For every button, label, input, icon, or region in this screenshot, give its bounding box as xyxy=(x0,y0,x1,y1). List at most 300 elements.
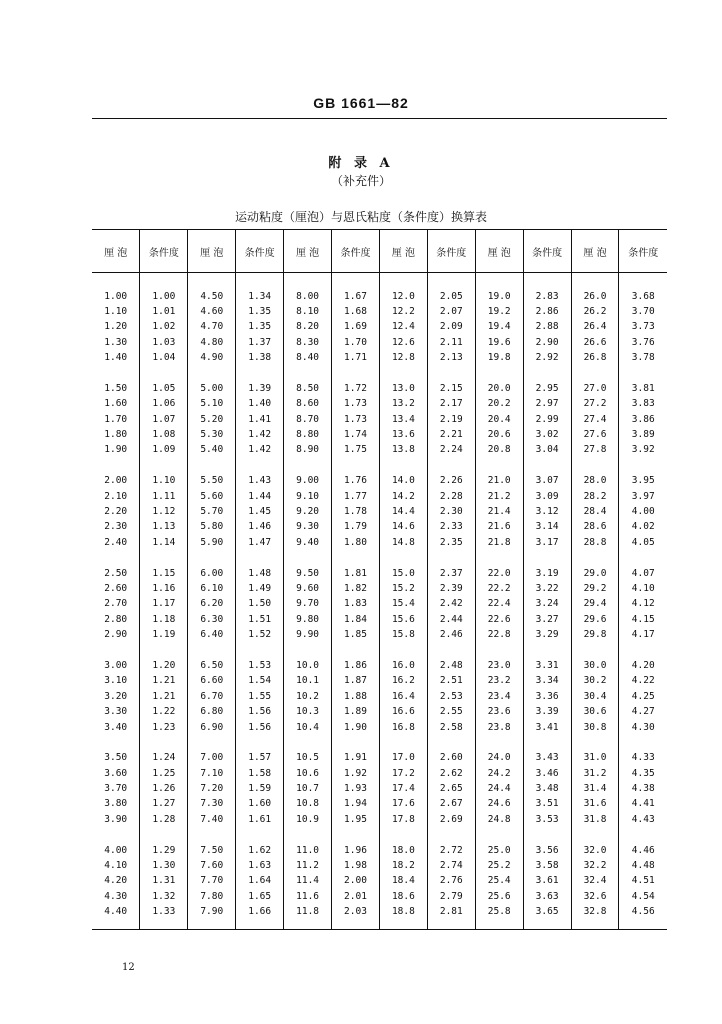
spacer-cell xyxy=(619,642,667,657)
centistokes-cell: 22.4 xyxy=(475,596,523,611)
centistokes-cell: 29.2 xyxy=(571,581,619,596)
engler-degree-cell: 1.26 xyxy=(140,781,188,796)
engler-degree-cell: 1.20 xyxy=(140,658,188,673)
table-row xyxy=(92,858,667,873)
centistokes-cell: 30.8 xyxy=(571,719,619,734)
engler-degree-cell: 3.36 xyxy=(523,689,571,704)
engler-degree-cell: 1.23 xyxy=(140,719,188,734)
centistokes-cell: 20.4 xyxy=(475,412,523,427)
engler-degree-cell: 3.83 xyxy=(631,398,655,410)
centistokes-cell: 17.6 xyxy=(379,796,427,811)
engler-degree-cell: 1.29 xyxy=(140,842,188,857)
engler-degree-cell: 1.21 xyxy=(140,673,188,688)
group-spacer xyxy=(92,642,667,657)
centistokes-cell: 25.8 xyxy=(475,904,523,919)
spacer-cell xyxy=(332,642,380,657)
column-header: 厘 泡 xyxy=(92,230,140,273)
centistokes-cell: 7.60 xyxy=(188,858,236,873)
spacer-cell xyxy=(427,642,475,657)
engler-degree-cell: 1.44 xyxy=(236,488,284,503)
centistokes-cell: 7.90 xyxy=(188,904,236,919)
centistokes-cell: 29.4 xyxy=(571,596,619,611)
centistokes-cell: 24.6 xyxy=(475,796,523,811)
centistokes-cell: 9.40 xyxy=(284,535,332,550)
centistokes-cell: 14.0 xyxy=(379,473,427,488)
engler-degree-cell: 1.66 xyxy=(236,904,284,919)
engler-degree-cell: 1.42 xyxy=(236,427,284,442)
centistokes-cell: 12.6 xyxy=(379,335,427,350)
centistokes-cell: 4.00 xyxy=(92,842,140,857)
engler-degree-cell: 1.63 xyxy=(236,858,284,873)
centistokes-cell: 1.50 xyxy=(92,381,140,396)
centistokes-cell: 4.20 xyxy=(92,873,140,888)
centistokes-cell: 1.20 xyxy=(92,319,140,334)
engler-degree-cell: 1.59 xyxy=(236,781,284,796)
engler-degree-cell: 1.37 xyxy=(236,335,284,350)
engler-degree-cell: 2.90 xyxy=(523,335,571,350)
spacer-cell xyxy=(332,458,380,473)
engler-degree-cell: 2.48 xyxy=(427,658,475,673)
centistokes-cell: 5.10 xyxy=(188,396,236,411)
centistokes-cell: 2.40 xyxy=(92,535,140,550)
spacer-cell xyxy=(523,735,571,750)
centistokes-cell: 7.20 xyxy=(188,781,236,796)
table-row xyxy=(92,889,667,904)
engler-degree-cell: 1.31 xyxy=(140,873,188,888)
centistokes-cell: 17.0 xyxy=(379,750,427,765)
table-row xyxy=(92,766,667,781)
table-row xyxy=(92,719,667,734)
engler-degree-cell: 1.98 xyxy=(332,858,380,873)
spacer-cell xyxy=(571,642,619,657)
engler-degree-cell: 2.01 xyxy=(332,889,380,904)
engler-degree-cell: 3.56 xyxy=(523,842,571,857)
centistokes-cell: 26.6 xyxy=(571,335,619,350)
centistokes-cell: 21.6 xyxy=(475,519,523,534)
centistokes-cell: 3.50 xyxy=(92,750,140,765)
centistokes-cell: 22.6 xyxy=(475,612,523,627)
centistokes-cell: 5.70 xyxy=(188,504,236,519)
engler-degree-cell: 3.92 xyxy=(631,444,655,456)
spacer-cell xyxy=(619,919,667,930)
table-row xyxy=(92,350,667,365)
engler-degree-cell: 3.12 xyxy=(523,504,571,519)
engler-degree-cell: 1.49 xyxy=(236,581,284,596)
engler-degree-cell: 1.95 xyxy=(332,812,380,827)
engler-degree-cell: 1.35 xyxy=(236,319,284,334)
centistokes-cell: 9.60 xyxy=(284,581,332,596)
spacer-cell xyxy=(188,642,236,657)
column-header: 厘 泡 xyxy=(475,230,523,273)
centistokes-cell: 11.6 xyxy=(284,889,332,904)
centistokes-cell: 14.8 xyxy=(379,535,427,550)
engler-degree-cell: 3.07 xyxy=(523,473,571,488)
conversion-table-container xyxy=(92,229,667,930)
engler-degree-cell: 1.13 xyxy=(140,519,188,534)
centistokes-cell: 10.4 xyxy=(284,719,332,734)
engler-degree-cell: 3.51 xyxy=(523,796,571,811)
centistokes-cell: 15.8 xyxy=(379,627,427,642)
engler-degree-cell: 1.48 xyxy=(236,565,284,580)
centistokes-cell: 7.50 xyxy=(188,842,236,857)
centistokes-cell: 4.10 xyxy=(92,858,140,873)
column-header: 条件度 xyxy=(332,230,380,273)
spacer-cell xyxy=(92,827,140,842)
centistokes-cell: 1.10 xyxy=(92,304,140,319)
spacer-cell xyxy=(284,365,332,380)
engler-degree-cell: 2.09 xyxy=(427,319,475,334)
centistokes-cell: 9.50 xyxy=(284,565,332,580)
centistokes-cell: 28.2 xyxy=(571,488,619,503)
spacer-cell xyxy=(236,735,284,750)
engler-degree-cell: 1.76 xyxy=(332,473,380,488)
spacer-cell xyxy=(332,827,380,842)
group-spacer xyxy=(92,735,667,750)
table-row xyxy=(92,612,667,627)
centistokes-cell: 18.8 xyxy=(379,904,427,919)
column-header: 条件度 xyxy=(427,230,475,273)
appendix-note: （补充件） xyxy=(330,174,391,188)
centistokes-cell: 8.10 xyxy=(284,304,332,319)
centistokes-cell: 22.0 xyxy=(475,565,523,580)
engler-degree-cell: 3.14 xyxy=(523,519,571,534)
spacer-cell xyxy=(284,827,332,842)
engler-degree-cell: 2.65 xyxy=(427,781,475,796)
centistokes-cell: 24.0 xyxy=(475,750,523,765)
engler-degree-cell: 3.76 xyxy=(631,336,655,348)
centistokes-cell: 3.20 xyxy=(92,689,140,704)
engler-degree-cell: 3.63 xyxy=(523,889,571,904)
group-spacer xyxy=(92,458,667,473)
spacer-cell xyxy=(236,919,284,930)
spacer-cell xyxy=(188,458,236,473)
centistokes-cell: 21.8 xyxy=(475,535,523,550)
spacer-cell xyxy=(523,827,571,842)
engler-degree-cell: 1.40 xyxy=(236,396,284,411)
centistokes-cell: 24.2 xyxy=(475,766,523,781)
engler-degree-cell: 1.56 xyxy=(236,719,284,734)
engler-degree-cell: 1.16 xyxy=(140,581,188,596)
table-row xyxy=(92,488,667,503)
centistokes-cell: 4.60 xyxy=(188,304,236,319)
spacer-cell xyxy=(284,550,332,565)
engler-degree-cell: 2.51 xyxy=(427,673,475,688)
engler-degree-cell: 1.80 xyxy=(332,535,380,550)
centistokes-cell: 10.0 xyxy=(284,658,332,673)
engler-degree-cell: 1.96 xyxy=(332,842,380,857)
engler-degree-cell: 4.48 xyxy=(631,860,655,872)
engler-degree-cell: 1.12 xyxy=(140,504,188,519)
spacer-cell xyxy=(379,365,427,380)
spacer-cell xyxy=(523,273,571,289)
engler-degree-cell: 2.35 xyxy=(427,535,475,550)
centistokes-cell: 15.4 xyxy=(379,596,427,611)
centistokes-cell: 12.8 xyxy=(379,350,427,365)
centistokes-cell: 2.80 xyxy=(92,612,140,627)
centistokes-cell: 28.8 xyxy=(571,535,619,550)
centistokes-cell: 1.70 xyxy=(92,412,140,427)
engler-degree-cell: 1.62 xyxy=(236,842,284,857)
centistokes-cell: 5.00 xyxy=(188,381,236,396)
centistokes-cell: 29.6 xyxy=(571,612,619,627)
table-row xyxy=(92,627,667,642)
engler-degree-cell: 1.73 xyxy=(332,396,380,411)
engler-degree-cell: 1.56 xyxy=(236,704,284,719)
engler-degree-cell: 1.07 xyxy=(140,412,188,427)
centistokes-cell: 19.4 xyxy=(475,319,523,334)
engler-degree-cell: 1.42 xyxy=(236,442,284,457)
centistokes-cell: 8.60 xyxy=(284,396,332,411)
engler-degree-cell: 2.19 xyxy=(427,412,475,427)
engler-degree-cell: 1.08 xyxy=(140,427,188,442)
engler-degree-cell: 1.41 xyxy=(236,412,284,427)
spacer-cell xyxy=(523,458,571,473)
centistokes-cell: 2.70 xyxy=(92,596,140,611)
page-number: 12 xyxy=(122,962,135,973)
centistokes-cell: 32.4 xyxy=(571,873,619,888)
engler-degree-cell: 4.38 xyxy=(631,783,655,795)
group-spacer xyxy=(92,550,667,565)
centistokes-cell: 26.0 xyxy=(571,288,619,303)
centistokes-cell: 8.00 xyxy=(284,288,332,303)
engler-degree-cell: 1.84 xyxy=(332,612,380,627)
engler-degree-cell: 1.68 xyxy=(332,304,380,319)
table-row xyxy=(92,704,667,719)
centistokes-cell: 3.00 xyxy=(92,658,140,673)
spacer-cell xyxy=(619,365,667,380)
engler-degree-cell: 2.00 xyxy=(332,873,380,888)
spacer-cell xyxy=(427,273,475,289)
table-row xyxy=(92,781,667,796)
engler-degree-cell: 1.81 xyxy=(332,565,380,580)
spacer-cell xyxy=(475,458,523,473)
column-header: 条件度 xyxy=(619,230,667,273)
engler-degree-cell: 1.09 xyxy=(140,442,188,457)
centistokes-cell: 4.90 xyxy=(188,350,236,365)
appendix-title: 附 录 A xyxy=(328,156,394,171)
centistokes-cell: 26.2 xyxy=(571,304,619,319)
centistokes-cell: 31.4 xyxy=(571,781,619,796)
engler-degree-cell: 1.83 xyxy=(332,596,380,611)
spacer-cell xyxy=(332,550,380,565)
centistokes-cell: 8.80 xyxy=(284,427,332,442)
engler-degree-cell: 1.28 xyxy=(140,812,188,827)
engler-degree-cell: 1.73 xyxy=(332,412,380,427)
engler-degree-cell: 2.97 xyxy=(523,396,571,411)
centistokes-cell: 10.7 xyxy=(284,781,332,796)
centistokes-cell: 5.90 xyxy=(188,535,236,550)
engler-degree-cell: 2.79 xyxy=(427,889,475,904)
centistokes-cell: 31.2 xyxy=(571,766,619,781)
centistokes-cell: 14.4 xyxy=(379,504,427,519)
engler-degree-cell: 2.76 xyxy=(427,873,475,888)
engler-degree-cell: 1.22 xyxy=(140,704,188,719)
spacer-cell xyxy=(571,827,619,842)
centistokes-cell: 1.90 xyxy=(92,442,140,457)
centistokes-cell: 32.8 xyxy=(571,904,619,919)
engler-degree-cell: 2.07 xyxy=(427,304,475,319)
centistokes-cell: 2.90 xyxy=(92,627,140,642)
spacer-cell xyxy=(92,735,140,750)
centistokes-cell: 19.8 xyxy=(475,350,523,365)
engler-degree-cell: 1.55 xyxy=(236,689,284,704)
table-row xyxy=(92,581,667,596)
engler-degree-cell: 2.11 xyxy=(427,335,475,350)
centistokes-cell: 15.2 xyxy=(379,581,427,596)
engler-degree-cell: 4.17 xyxy=(631,629,655,641)
centistokes-cell: 31.0 xyxy=(571,750,619,765)
centistokes-cell: 6.00 xyxy=(188,565,236,580)
spacer-cell xyxy=(379,735,427,750)
spacer-cell xyxy=(571,365,619,380)
centistokes-cell: 9.10 xyxy=(284,488,332,503)
engler-degree-cell: 2.21 xyxy=(427,427,475,442)
centistokes-cell: 30.2 xyxy=(571,673,619,688)
engler-degree-cell: 2.42 xyxy=(427,596,475,611)
centistokes-cell: 13.2 xyxy=(379,396,427,411)
centistokes-cell: 24.4 xyxy=(475,781,523,796)
centistokes-cell: 26.4 xyxy=(571,319,619,334)
spacer-cell xyxy=(571,735,619,750)
centistokes-cell: 25.2 xyxy=(475,858,523,873)
engler-degree-cell: 3.46 xyxy=(523,766,571,781)
centistokes-cell: 5.40 xyxy=(188,442,236,457)
spacer-cell xyxy=(284,735,332,750)
engler-degree-cell: 4.46 xyxy=(631,844,655,856)
spacer-cell xyxy=(92,365,140,380)
engler-degree-cell: 2.83 xyxy=(523,288,571,303)
centistokes-cell: 20.6 xyxy=(475,427,523,442)
centistokes-cell: 5.30 xyxy=(188,427,236,442)
table-row xyxy=(92,689,667,704)
spacer-cell xyxy=(571,273,619,289)
table-header-row xyxy=(92,230,667,273)
centistokes-cell: 18.0 xyxy=(379,842,427,857)
engler-degree-cell: 1.00 xyxy=(140,288,188,303)
centistokes-cell: 6.50 xyxy=(188,658,236,673)
engler-degree-cell: 3.22 xyxy=(523,581,571,596)
table-row xyxy=(92,904,667,919)
engler-degree-cell: 2.67 xyxy=(427,796,475,811)
engler-degree-cell: 3.39 xyxy=(523,704,571,719)
centistokes-cell: 18.6 xyxy=(379,889,427,904)
centistokes-cell: 18.4 xyxy=(379,873,427,888)
spacer-cell xyxy=(475,642,523,657)
centistokes-cell: 9.20 xyxy=(284,504,332,519)
engler-degree-cell: 3.19 xyxy=(523,565,571,580)
centistokes-cell: 30.0 xyxy=(571,658,619,673)
centistokes-cell: 5.50 xyxy=(188,473,236,488)
table-row xyxy=(92,842,667,857)
engler-degree-cell: 1.70 xyxy=(332,335,380,350)
engler-degree-cell: 2.03 xyxy=(332,904,380,919)
engler-degree-cell: 1.15 xyxy=(140,565,188,580)
engler-degree-cell: 1.71 xyxy=(332,350,380,365)
centistokes-cell: 31.6 xyxy=(571,796,619,811)
engler-degree-cell: 3.86 xyxy=(631,413,655,425)
spacer-cell xyxy=(188,550,236,565)
centistokes-cell: 15.6 xyxy=(379,612,427,627)
spacer-cell xyxy=(236,458,284,473)
centistokes-cell: 3.70 xyxy=(92,781,140,796)
centistokes-cell: 32.2 xyxy=(571,858,619,873)
centistokes-cell: 16.6 xyxy=(379,704,427,719)
engler-degree-cell: 2.88 xyxy=(523,319,571,334)
centistokes-cell: 5.60 xyxy=(188,488,236,503)
engler-degree-cell: 1.06 xyxy=(140,396,188,411)
engler-degree-cell: 4.33 xyxy=(631,752,655,764)
centistokes-cell: 13.8 xyxy=(379,442,427,457)
standard-code: GB 1661—82 xyxy=(313,95,409,111)
centistokes-cell: 7.40 xyxy=(188,812,236,827)
spacer-cell xyxy=(188,919,236,930)
engler-degree-cell: 1.69 xyxy=(332,319,380,334)
centistokes-cell: 16.4 xyxy=(379,689,427,704)
engler-degree-cell: 2.39 xyxy=(427,581,475,596)
engler-degree-cell: 2.24 xyxy=(427,442,475,457)
table-row xyxy=(92,304,667,319)
centistokes-cell: 7.10 xyxy=(188,766,236,781)
spacer-cell xyxy=(92,273,140,289)
engler-degree-cell: 2.99 xyxy=(523,412,571,427)
spacer-cell xyxy=(140,642,188,657)
centistokes-cell: 19.2 xyxy=(475,304,523,319)
spacer-cell xyxy=(332,735,380,750)
engler-degree-cell: 1.35 xyxy=(236,304,284,319)
engler-degree-cell: 1.65 xyxy=(236,889,284,904)
spacer-cell xyxy=(92,642,140,657)
engler-degree-cell: 3.97 xyxy=(631,490,655,502)
centistokes-cell: 3.90 xyxy=(92,812,140,827)
spacer-cell xyxy=(236,827,284,842)
table-row xyxy=(92,412,667,427)
engler-degree-cell: 1.10 xyxy=(140,473,188,488)
table-row xyxy=(92,673,667,688)
engler-degree-cell: 4.05 xyxy=(631,536,655,548)
engler-degree-cell: 2.92 xyxy=(523,350,571,365)
table-row xyxy=(92,473,667,488)
centistokes-cell: 4.80 xyxy=(188,335,236,350)
spacer-cell xyxy=(379,458,427,473)
centistokes-cell: 3.40 xyxy=(92,719,140,734)
engler-degree-cell: 1.74 xyxy=(332,427,380,442)
centistokes-cell: 28.6 xyxy=(571,519,619,534)
engler-degree-cell: 1.21 xyxy=(140,689,188,704)
spacer-cell xyxy=(332,273,380,289)
centistokes-cell: 22.8 xyxy=(475,627,523,642)
centistokes-cell: 28.0 xyxy=(571,473,619,488)
engler-degree-cell: 1.11 xyxy=(140,488,188,503)
engler-degree-cell: 2.37 xyxy=(427,565,475,580)
spacer-cell xyxy=(619,458,667,473)
engler-degree-cell: 1.58 xyxy=(236,766,284,781)
engler-degree-cell: 3.61 xyxy=(523,873,571,888)
engler-degree-cell: 1.24 xyxy=(140,750,188,765)
centistokes-cell: 27.4 xyxy=(571,412,619,427)
engler-degree-cell: 3.41 xyxy=(523,719,571,734)
centistokes-cell: 12.2 xyxy=(379,304,427,319)
engler-degree-cell: 2.17 xyxy=(427,396,475,411)
engler-degree-cell: 3.78 xyxy=(631,352,655,364)
centistokes-cell: 8.90 xyxy=(284,442,332,457)
centistokes-cell: 1.60 xyxy=(92,396,140,411)
spacer-cell xyxy=(140,273,188,289)
engler-degree-cell: 2.15 xyxy=(427,381,475,396)
engler-degree-cell: 3.53 xyxy=(523,812,571,827)
engler-degree-cell: 4.25 xyxy=(631,690,655,702)
engler-degree-cell: 2.72 xyxy=(427,842,475,857)
spacer-cell xyxy=(140,919,188,930)
